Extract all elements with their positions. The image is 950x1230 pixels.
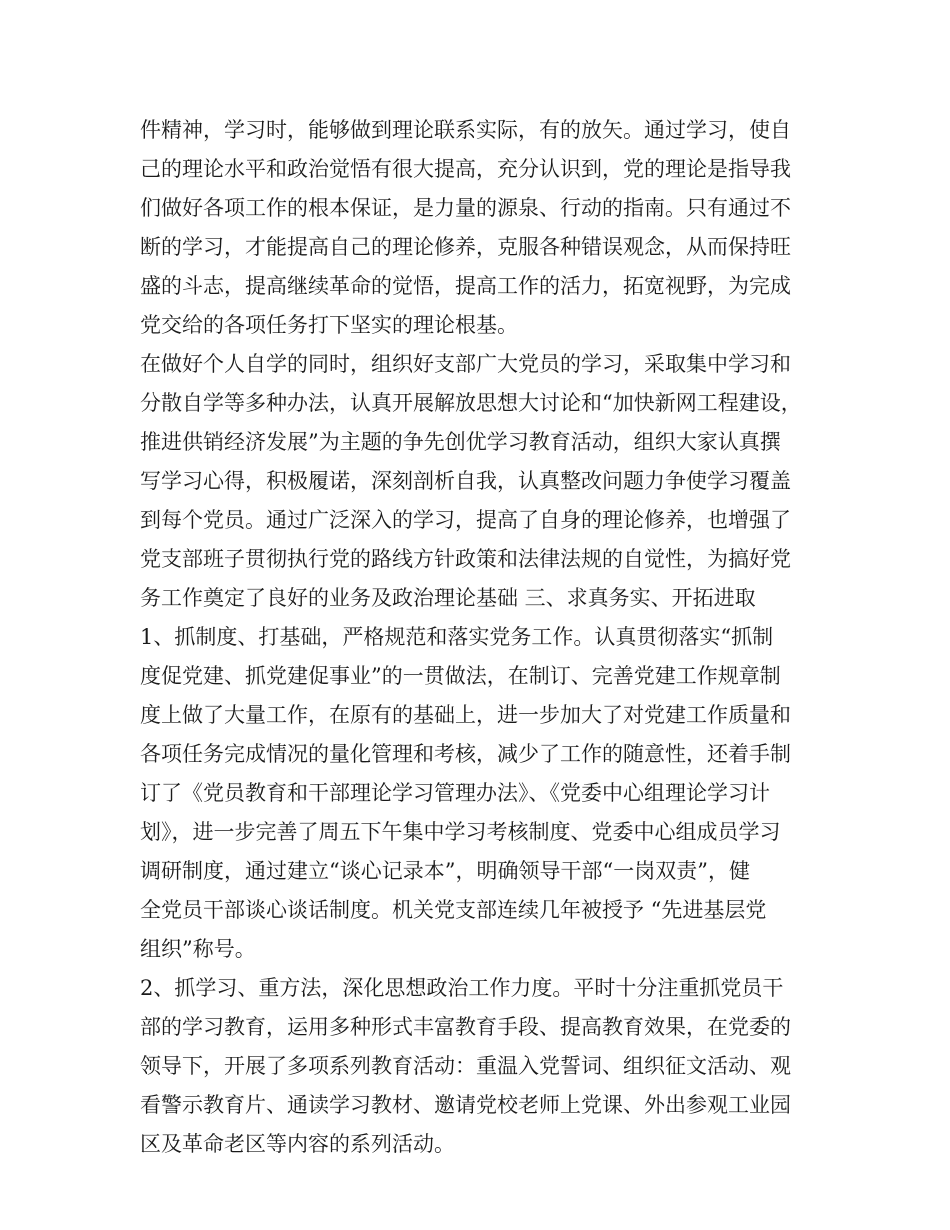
text-line: 分散自学等多种办法，认真开展解放思想大讨论和“加快新网工程建设，	[140, 391, 802, 415]
text-line: 度促党建、抓党建促事业”的一贯做法，在制订、完善党建工作规章制	[140, 664, 781, 688]
text-line: 全党员干部谈心谈话制度。机关党支部连续几年被授予 “先进基层党	[140, 898, 767, 922]
text-line: 组织”称号。	[140, 937, 256, 961]
text-line: 务工作奠定了良好的业务及政治理论基础 三、求真务实、开拓进取	[140, 586, 756, 610]
text-line: 部的学习教育，运用多种形式丰富教育手段、提高教育效果，在党委的	[140, 1015, 791, 1039]
text-line: 盛的斗志，提高继续革命的觉悟，提高工作的活力，拓宽视野，为完成	[140, 274, 791, 298]
text-line: 划》，进一步完善了周五下午集中学习考核制度、党委中心组成员学习	[140, 820, 781, 844]
text-line: 党交给的各项任务打下坚实的理论根基。	[140, 313, 518, 337]
text-line: 断的学习，才能提高自己的理论修养，克服各种错误观念，从而保持旺	[140, 235, 791, 259]
text-line: 到每个党员。通过广泛深入的学习，提高了自身的理论修养，也增强了	[140, 508, 791, 532]
document-body	[140, 111, 820, 1164]
text-line: 党支部班子贯彻执行党的路线方针政策和法律法规的自觉性，为搞好党	[140, 547, 791, 571]
text-line: 各项任务完成情况的量化管理和考核，减少了工作的随意性，还着手制	[140, 742, 791, 766]
text-line: 1、抓制度、打基础，严格规范和落实党务工作。认真贯彻落实“抓制	[140, 625, 774, 649]
text-line: 调研制度，通过建立“谈心记录本”，明确领导干部“一岗双责”，健	[140, 859, 750, 883]
text-line: 度上做了大量工作，在原有的基础上，进一步加大了对党建工作质量和	[140, 703, 791, 727]
text-line: 看警示教育片、通读学习教材、邀请党校老师上党课、外出参观工业园	[140, 1093, 791, 1117]
text-line: 们做好各项工作的根本保证，是力量的源泉、行动的指南。只有通过不	[140, 196, 791, 220]
text-line: 推进供销经济发展”为主题的争先创优学习教育活动，组织大家认真撰	[140, 430, 781, 454]
text-line: 2、抓学习、重方法，深化思想政治工作力度。平时十分注重抓党员干	[140, 976, 784, 1000]
text-line: 己的理论水平和政治觉悟有很大提高，充分认识到，党的理论是指导我	[140, 157, 791, 181]
text-line: 区及革命老区等内容的系列活动。	[140, 1132, 455, 1156]
text-line: 写学习心得，积极履诺，深刻剖析自我，认真整改问题力争使学习覆盖	[140, 469, 791, 493]
text-line: 订了《党员教育和干部理论学习管理办法》、《党委中心组理论学习计	[140, 781, 770, 805]
text-line: 件精神，学习时，能够做到理论联系实际，有的放矢。通过学习，使自	[140, 118, 791, 142]
text-line: 领导下，开展了多项系列教育活动：重温入党誓词、组织征文活动、观	[140, 1054, 791, 1078]
text-line: 在做好个人自学的同时，组织好支部广大党员的学习，采取集中学习和	[140, 352, 791, 376]
